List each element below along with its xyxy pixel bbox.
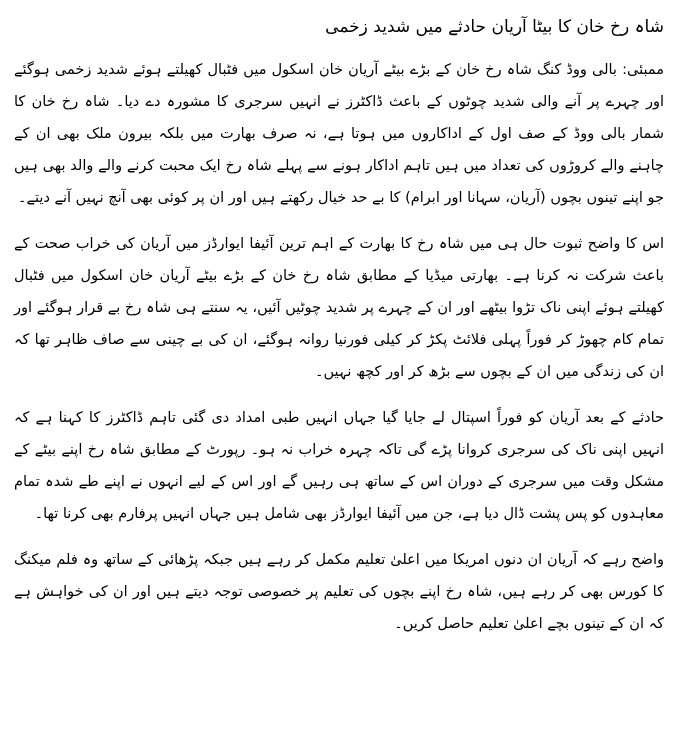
article-paragraph-3: حادثے کے بعد آریان کو فوراً اسپتال لے جایا گیا جہاں انہیں طبی امداد دی گئی تاہم ڈاکٹرز کا کہنا ہے کہ انہیں اپنی ناک کی سرجری کروانا پڑے گی تاکہ چہرہ خراب نہ ہو۔ رپورٹ کے مطابق شاہ رخ اپنے بیٹے کے مشکل وقت میں سرجری کے دوران اس کے ساتھ ہی رہیں گے اور اس کے لیے انہوں نے اپنے طے شدہ تمام معاہدوں کو پس پشت ڈال دیا ہے، جن میں آئیفا ایوارڈز بھی شامل ہیں جہاں انہیں پرفارم بھی کرنا تھا۔ <box>14 410 664 522</box>
article-title: شاہ رخ خان کا بیٹا آریان حادثے میں شدید زخمی <box>325 17 664 37</box>
article-paragraph-1: ممبئی: بالی ووڈ کنگ شاہ رخ خان کے بڑے بیٹے آریان خان اسکول میں فٹبال کھیلتے ہوئے شدید زخمی ہوگئے اور چہرے پر آنے والی شدید چوٹوں کے باعث ڈاکٹرز نے انہیں سرجری کا مشورہ دے دیا۔ شاہ رخ خان کا شمار بالی ووڈ کے صف اول کے اداکاروں میں ہوتا ہے، نہ صرف بھارت میں بلکہ بیرون ملک بھی ان کے چاہنے والے کروڑوں کی تعداد میں ہیں تاہم اداکار ہونے سے پہلے شاہ رخ ایک محبت کرنے والے والد بھی ہیں جو اپنے تینوں بچوں (آریان، سہانا اور ابرام) کا بے حد خیال رکھتے ہیں اور ان پر کوئی بھی آنچ نہیں آنے دیتے۔ <box>14 62 664 206</box>
article-paragraph-2: اس کا واضح ثبوت حال ہی میں شاہ رخ کا بھارت کے اہم ترین آئیفا ایوارڈز میں آریان کی خراب صحت کے باعث شرکت نہ کرنا ہے۔ بھارتی میڈیا کے مطابق شاہ رخ خان کے بڑے بیٹے آریان خان اسکول میں فٹبال کھیلتے ہوئے اپنی ناک تڑوا بیٹھے اور ان کے چہرے پر شدید چوٹیں آئیں، یہ سنتے ہی شاہ رخ بے قرار ہوگئے اور تمام کام چھوڑ کر فوراً پہلی فلائٹ پکڑ کر کیلی فورنیا روانہ ہوگئے، ان کی بے چینی سے صاف ظاہر تھا کہ ان کی زندگی میں ان کے بچوں سے بڑھ کر اور کچھ نہیں۔ <box>14 236 664 380</box>
article-paragraph-4: واضح رہے کہ آریان ان دنوں امریکا میں اعلیٰ تعلیم مکمل کر رہے ہیں جبکہ پڑھائی کے ساتھ وہ فلم میکنگ کا کورس بھی کر رہے ہیں، شاہ رخ اپنے بچوں کی تعلیم پر خصوصی توجہ دیتے ہیں اور ان کی خواہش ہے کہ ان کے تینوں بچے اعلیٰ تعلیم حاصل کریں۔ <box>14 552 664 632</box>
